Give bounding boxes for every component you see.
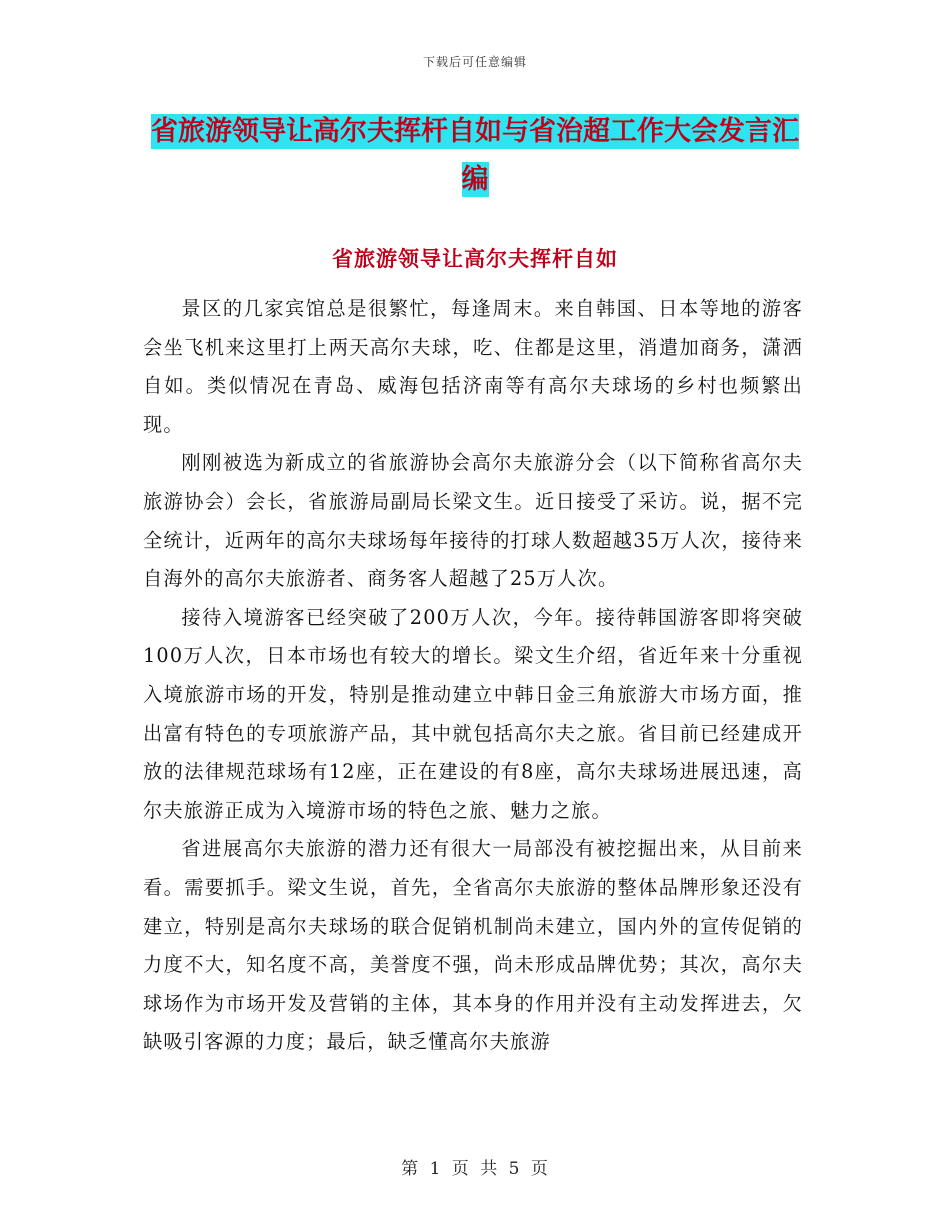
page-number-footer: 第 1 页 共 5 页 [401,1159,549,1179]
document-title-text: 省旅游领导让高尔夫挥杆自如与省治超工作大会发言汇编 [151,116,799,195]
paragraph: 景区的几家宾馆总是很繁忙，每逢周末。来自韩国、日本等地的游客会坐飞机来这里打上两天高尔夫球，吃、住都是这里，消遣加商务，潇洒自如。类似情况在青岛、威海包括济南等有高尔夫球场的乡村也频繁出现。 [143,297,803,436]
paragraph: 接待入境游客已经突破了200万人次，今年。接待韩国游客即将突破100万人次，日本市场也有较大的增长。梁文生介绍，省近年来十分重视入境旅游市场的开发，特别是推动建立中韩日金三角旅游大市场方面，推出富有特色的专项旅游产品，其中就包括高尔夫之旅。省目前已经建成开放的法律规范球场有12座，正在建设的有8座，高尔夫球场进展迅速，高尔夫旅游正成为入境游市场的特色之旅、魅力之旅。 [143,605,803,822]
document-body [143,290,803,1062]
section-title: 省旅游领导让高尔夫挥杆自如 [332,247,618,271]
paragraph: 省进展高尔夫旅游的潜力还有很大一局部没有被挖掘出来，从目前来看。需要抓手。梁文生说，首先，全省高尔夫旅游的整体品牌形象还没有建立，特别是高尔夫球场的联合促销机制尚未建立，国内外的宣传促销的力度不大，知名度不高，美誉度不强，尚未形成品牌优势；其次，高尔夫球场作为市场开发及营销的主体，其本身的作用并没有主动发挥进去，欠缺吸引客源的力度；最后，缺乏懂高尔夫旅游 [143,837,803,1054]
page-header-note: 下载后可任意编辑 [422,55,527,69]
document-title [140,108,810,204]
paragraph: 刚刚被选为新成立的省旅游协会高尔夫旅游分会（以下简称省高尔夫旅游协会）会长，省旅游局副局长梁文生。近日接受了采访。说，据不完全统计，近两年的高尔夫球场每年接待的打球人数超越35万人次，接待来自海外的高尔夫旅游者、商务客人超越了25万人次。 [143,451,803,591]
